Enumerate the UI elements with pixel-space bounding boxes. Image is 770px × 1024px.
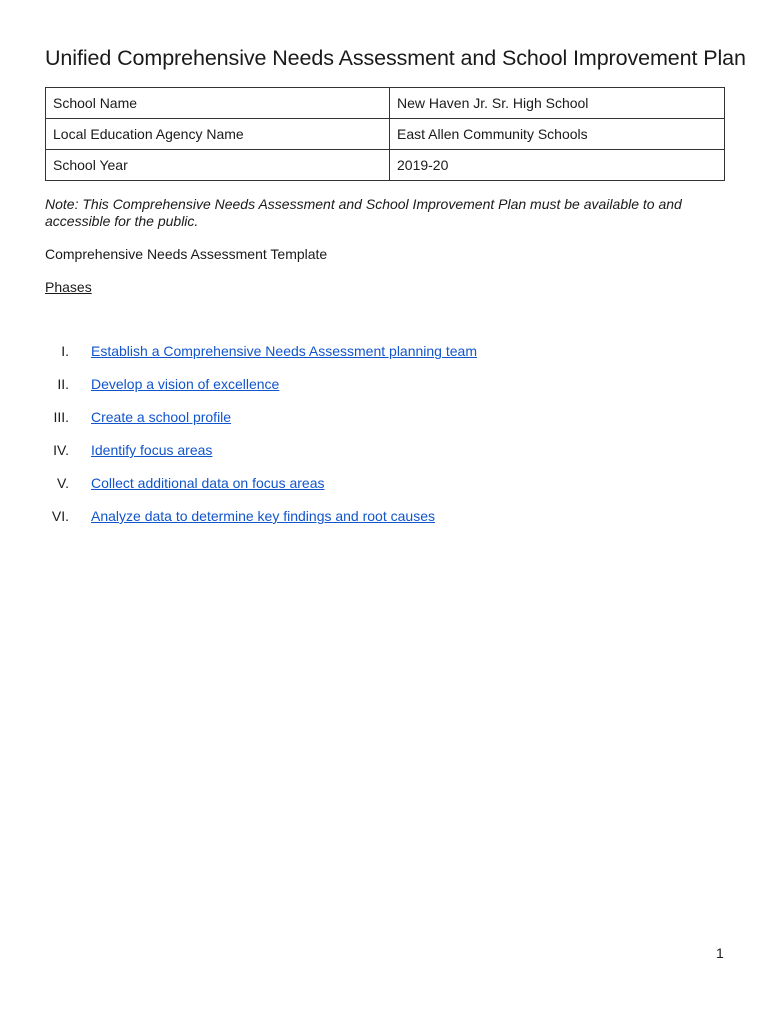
phase-link-vision[interactable]: Develop a vision of excellence (91, 376, 280, 392)
table-row (46, 150, 725, 181)
list-item (45, 442, 705, 475)
phase-numeral: III. (53, 409, 69, 425)
list-item (45, 343, 705, 376)
phase-numeral: V. (57, 475, 69, 491)
phase-link-analyze-data[interactable]: Analyze data to determine key findings and root causes (91, 508, 435, 524)
list-item (45, 508, 705, 541)
document-title: Unified Comprehensive Needs Assessment and School Improvement Plan (45, 46, 746, 70)
phase-link-school-profile[interactable]: Create a school profile (91, 409, 232, 425)
school-name-label: School Name (46, 88, 390, 119)
list-item (45, 475, 705, 508)
phase-link-planning-team[interactable]: Establish a Comprehensive Needs Assessment planning team (91, 343, 477, 359)
phase-link-focus-areas[interactable]: Identify focus areas (91, 442, 213, 458)
lea-name-value: East Allen Community Schools (390, 119, 725, 150)
page-number: 1 (716, 945, 724, 961)
school-year-value: 2019-20 (390, 150, 725, 181)
phase-numeral: I. (61, 343, 69, 359)
phase-list (45, 343, 705, 541)
list-item (45, 376, 705, 409)
table-row (46, 88, 725, 119)
school-name-value: New Haven Jr. Sr. High School (390, 88, 725, 119)
school-year-label: School Year (46, 150, 390, 181)
lea-name-label: Local Education Agency Name (46, 119, 390, 150)
phase-numeral: IV. (53, 442, 69, 458)
public-access-note: Note: This Comprehensive Needs Assessment and School Improvement Plan must be available to and accessible for the public. (45, 196, 682, 229)
phase-numeral: VI. (51, 508, 69, 524)
school-info-table (45, 87, 725, 181)
phase-link-additional-data[interactable]: Collect additional data on focus areas (91, 475, 325, 491)
table-row (46, 119, 725, 150)
phase-numeral: II. (57, 376, 69, 392)
phases-heading: Phases (45, 279, 92, 295)
list-item (45, 409, 705, 442)
template-heading: Comprehensive Needs Assessment Template (45, 246, 328, 262)
